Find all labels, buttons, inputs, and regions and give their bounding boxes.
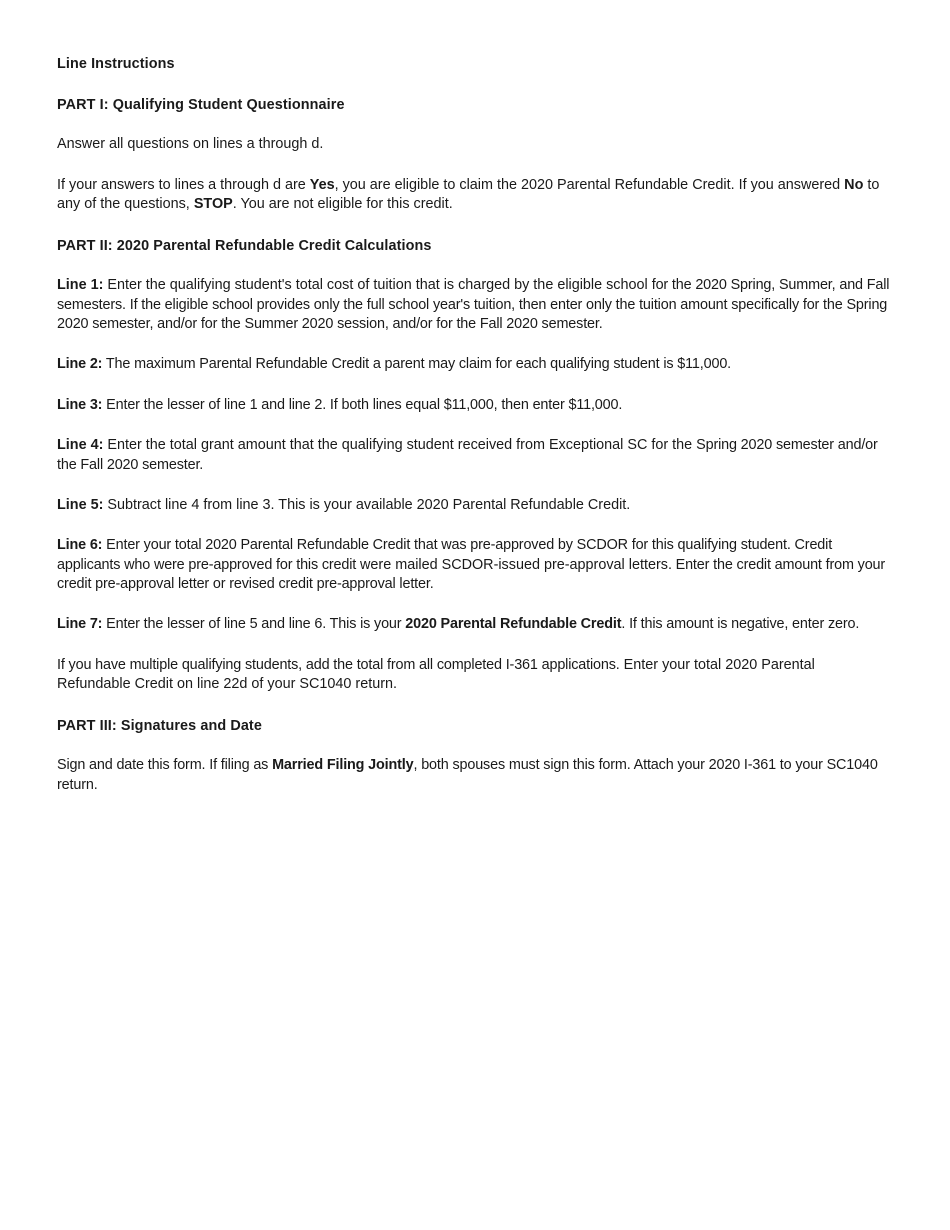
instruction-line-4 bbox=[57, 436, 892, 475]
part1-p2-bold-no: No bbox=[844, 176, 864, 193]
part1-p2-text-4: . You are not eligible for this credit. bbox=[232, 196, 453, 213]
spacer bbox=[57, 114, 892, 135]
line-1-text-1: Enter the qualifying student's total cost of tuition that is charged by the eligible school bbox=[103, 277, 652, 294]
line-5-label: Line 5: bbox=[57, 496, 104, 513]
line-7-label: Line 7: bbox=[57, 616, 103, 633]
part1-paragraph-2 bbox=[57, 176, 892, 215]
part2-closing-text: Enter your total 2020 Parental Refundable Credit on line 22d of your SC1040 return. bbox=[57, 656, 815, 693]
line-1-label: Line 1: bbox=[57, 277, 104, 294]
spacer bbox=[57, 74, 892, 96]
instruction-line-2 bbox=[57, 355, 892, 374]
part2-closing-narrow-text: If you have multiple qualifying students, add the total from all completed I-361 applications. bbox=[57, 656, 620, 673]
line-3-text: Enter the lesser of line 1 and line 2. If both lines equal $11,000, then enter $11,000. bbox=[102, 396, 623, 413]
spacer bbox=[57, 255, 892, 276]
line-2-text: The maximum Parental Refundable Credit a parent may claim for each qualifying student is $11,000. bbox=[102, 356, 732, 373]
part1-p2-bold-stop: STOP bbox=[193, 196, 233, 213]
document-body bbox=[57, 55, 892, 795]
spacer bbox=[57, 735, 892, 756]
line-7-text-1: Enter the lesser of line 5 and line 6. This is your bbox=[102, 616, 406, 633]
spacer bbox=[57, 594, 892, 615]
part1-p2-text-2: , you are eligible to claim the 2020 Parental Refundable Credit. If you answered bbox=[334, 176, 845, 193]
part1-paragraph-1: Answer all questions on lines a through d. bbox=[57, 136, 324, 153]
line-7-text-2: . If this amount is negative, enter zero. bbox=[621, 616, 860, 633]
spacer bbox=[57, 475, 892, 496]
instruction-line-5 bbox=[57, 496, 892, 515]
instruction-line-7 bbox=[57, 615, 892, 634]
instruction-line-6 bbox=[57, 536, 892, 594]
instruction-line-1 bbox=[57, 276, 892, 334]
heading-part-2: PART II: 2020 Parental Refundable Credit Calculations bbox=[57, 237, 432, 254]
line-5-text: Subtract line 4 from line 3. This is your available 2020 Parental Refundable Credit. bbox=[103, 496, 631, 513]
line-6-label: Line 6: bbox=[57, 537, 103, 554]
part3-paragraph-1 bbox=[57, 756, 892, 795]
spacer bbox=[57, 215, 892, 237]
line-7-bold-credit: 2020 Parental Refundable Credit bbox=[405, 616, 622, 633]
line-4-text-1: Enter the total grant amount that the qualifying student received from Exceptional SC for the bbox=[103, 437, 697, 454]
line-6-wide-phrase: were mailed SCDOR-issued pre-approval letters bbox=[360, 556, 668, 573]
heading-part-1: PART I: Qualifying Student Questionnaire bbox=[57, 96, 345, 113]
line-3-label: Line 3: bbox=[57, 396, 103, 413]
line-6-text-2: . Enter the credit amount from your credit pre-approval letter or revised credit pre-approval letter. bbox=[57, 556, 886, 593]
spacer bbox=[57, 635, 892, 656]
heading-part-3: PART III: Signatures and Date bbox=[57, 717, 262, 734]
line-1-narrow-text: for the 2020 Spring, Summer, and Fall semesters. If the eligible school provides only the full school year's tuition, then enter only the tuition amount specifically for the Spring 2020 semester, and/or for the Summer 2020 session, and/or for the Fall 2020 semester. bbox=[57, 277, 890, 333]
line-4-narrow-text: Spring 2020 semester and/or the Fall 2020 semester. bbox=[57, 437, 878, 473]
part1-p2-text-3: to any of the questions, bbox=[57, 176, 880, 213]
part1-p2-bold-yes: Yes bbox=[309, 176, 335, 193]
spacer bbox=[57, 695, 892, 717]
part2-closing-paragraph bbox=[57, 656, 892, 695]
spacer bbox=[57, 415, 892, 436]
part3-p1-text-1: Sign and date this form. If filing as bbox=[57, 757, 273, 774]
instruction-line-3 bbox=[57, 396, 892, 415]
line-4-label: Line 4: bbox=[57, 437, 104, 454]
part1-p2-text-1: If your answers to lines a through d are bbox=[57, 176, 310, 193]
part3-p1-text-2: , both spouses must sign this form. Attach your 2020 I-361 to your SC1040 return. bbox=[57, 757, 878, 793]
spacer bbox=[57, 375, 892, 396]
line-2-label: Line 2: bbox=[57, 356, 103, 373]
document-title: Line Instructions bbox=[57, 56, 175, 72]
spacer bbox=[57, 155, 892, 176]
spacer bbox=[57, 334, 892, 355]
spacer bbox=[57, 515, 892, 536]
line-6-text-1: Enter your total 2020 Parental Refundable Credit that was pre-approved by SCDOR for this qualifying student. Credit applicants who were pre-approved for this credit bbox=[57, 537, 833, 573]
part3-p1-bold-mfj: Married Filing Jointly bbox=[272, 757, 414, 774]
